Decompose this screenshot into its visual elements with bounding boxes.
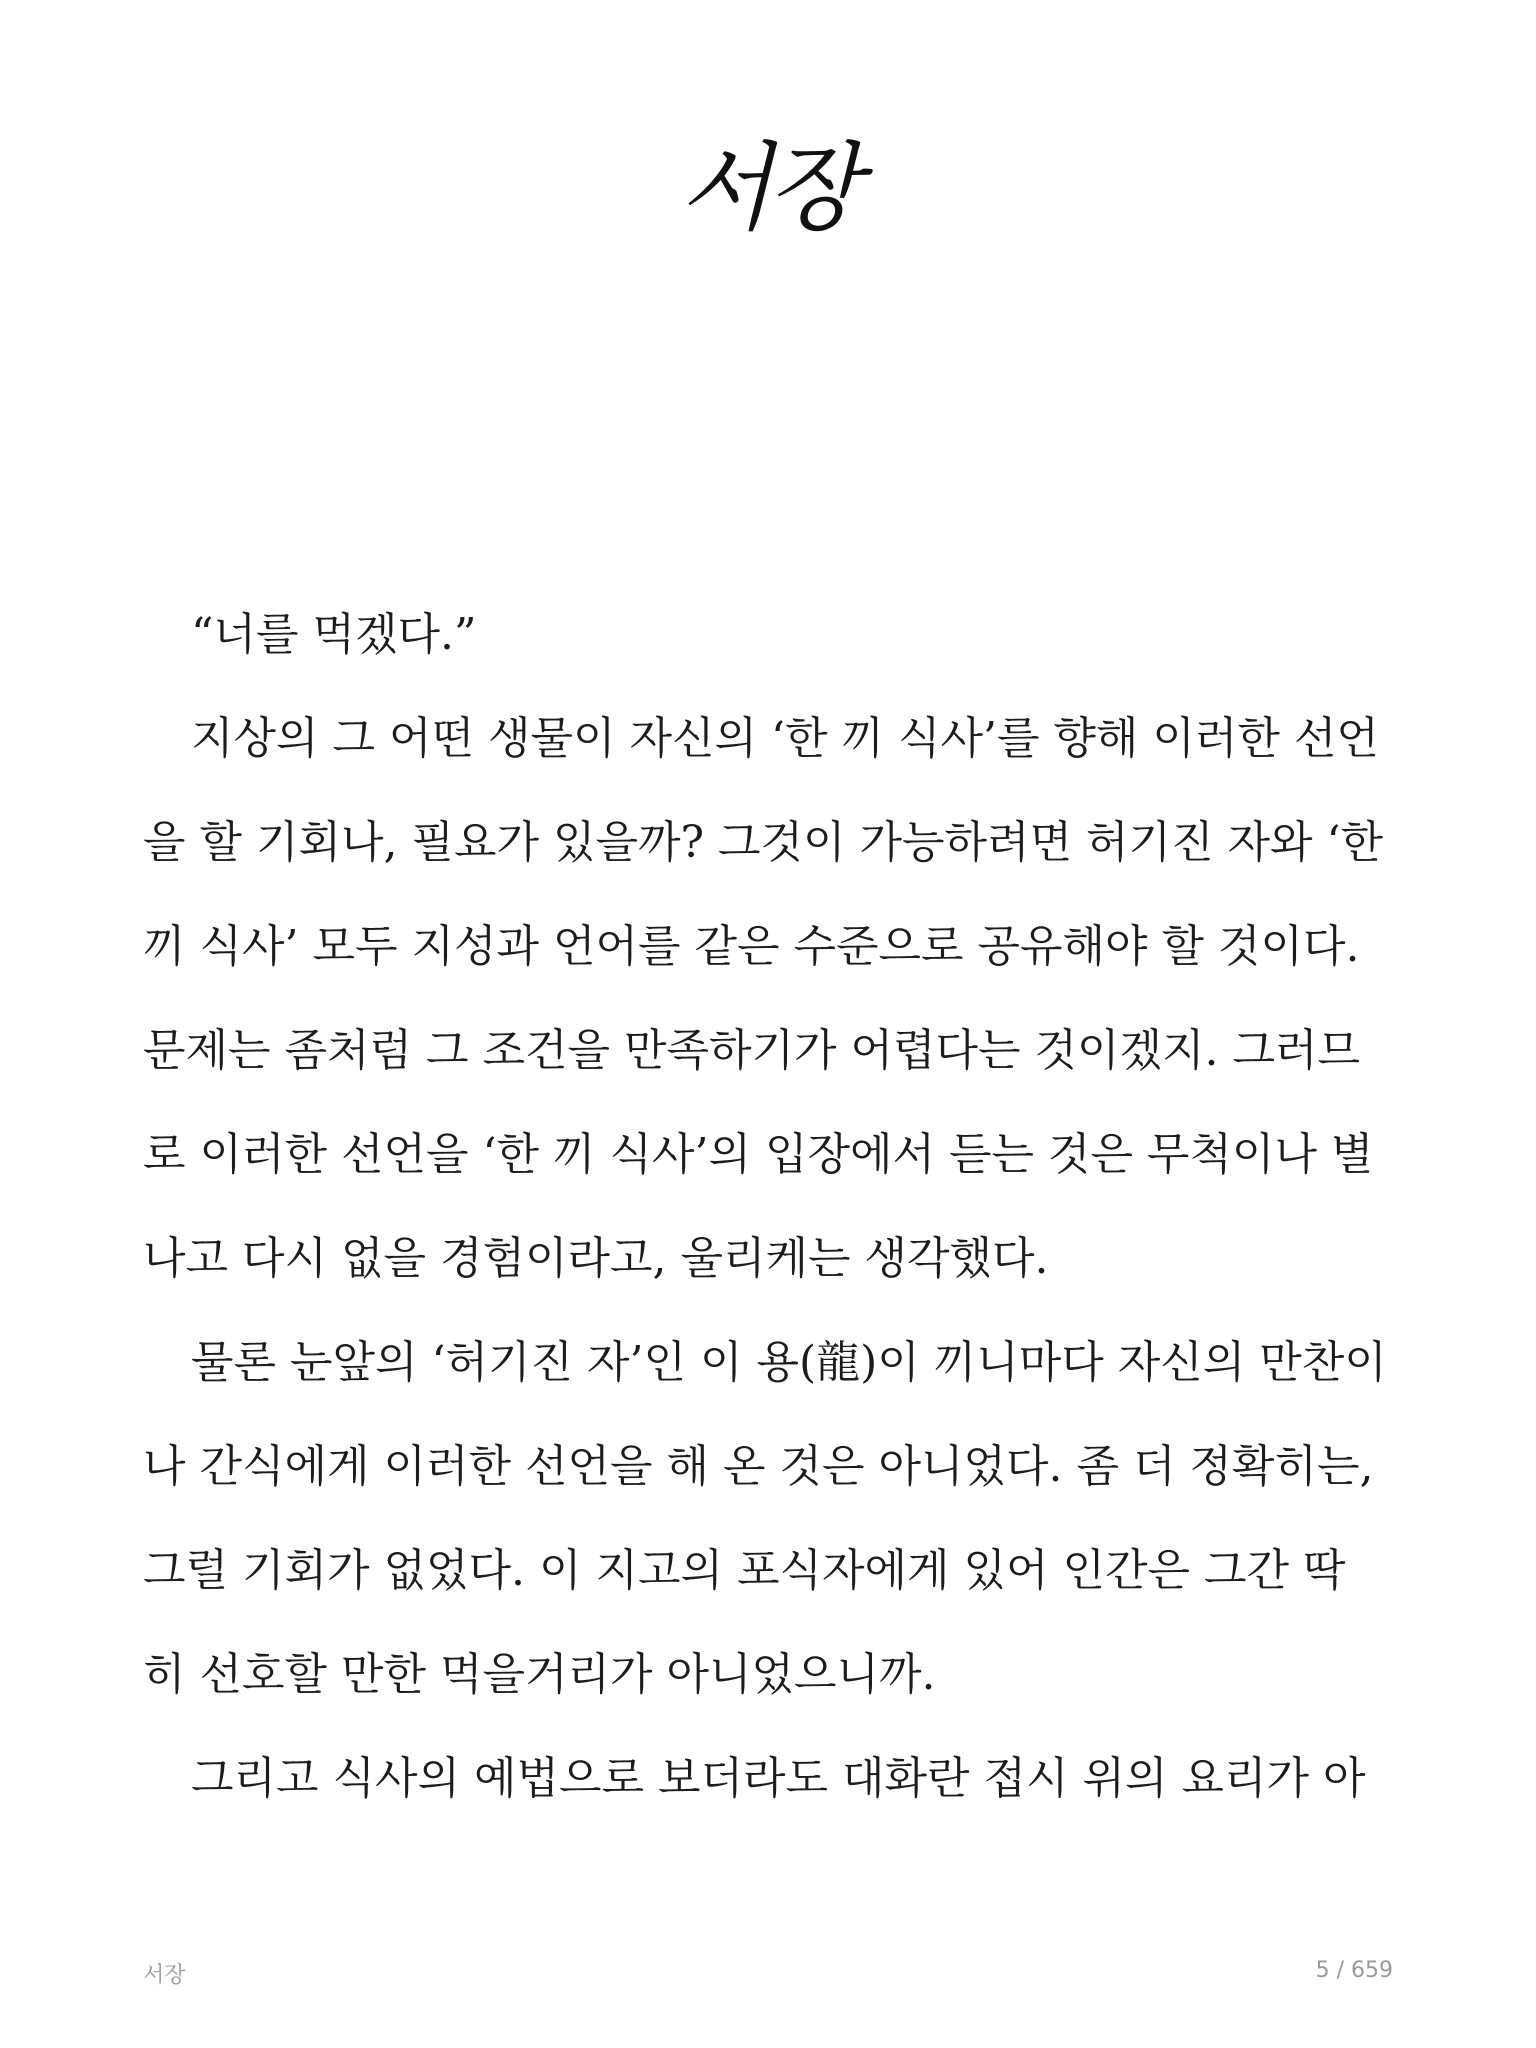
chapter-title: 서장 xyxy=(679,132,857,244)
text-line: 로 이러한 선언을 ‘한 끼 식사’의 입장에서 듣는 것은 무척이나 별 xyxy=(143,1129,1374,1180)
text-line: 문제는 좀처럼 그 조건을 만족하기가 어렵다는 것이겠지. 그러므 xyxy=(143,1025,1360,1076)
text-line: 끼 식사’ 모두 지성과 언어를 같은 수준으로 공유해야 할 것이다. xyxy=(143,921,1360,972)
text-line: 을 할 기회나, 필요가 있을까? 그것이 가능하려면 허기진 자와 ‘한 xyxy=(143,817,1384,868)
footer-chapter-label: 서장 xyxy=(143,1963,186,1988)
body-text xyxy=(143,583,1393,1831)
text-line: 지상의 그 어떤 생물이 자신의 ‘한 끼 식사’를 향해 이러한 선언 xyxy=(191,713,1379,764)
text-line: 히 선호할 만한 먹을거리가 아니었으니까. xyxy=(143,1649,936,1700)
text-line: 물론 눈앞의 ‘허기진 자’인 이 용(龍)이 끼니마다 자신의 만찬이 xyxy=(191,1337,1387,1388)
text-line: “너를 먹겠다.” xyxy=(191,609,477,660)
page-indicator: 5 / 659 xyxy=(1315,1958,1393,1983)
text-line: 나 간식에게 이러한 선언을 해 온 것은 아니었다. 좀 더 정확히는, xyxy=(143,1441,1374,1492)
text-line: 그럴 기회가 없었다. 이 지고의 포식자에게 있어 인간은 그간 딱 xyxy=(143,1545,1346,1596)
text-line: 그리고 식사의 예법으로 보더라도 대화란 접시 위의 요리가 아 xyxy=(191,1753,1366,1804)
text-line: 나고 다시 없을 경험이라고, 울리케는 생각했다. xyxy=(143,1233,1049,1284)
